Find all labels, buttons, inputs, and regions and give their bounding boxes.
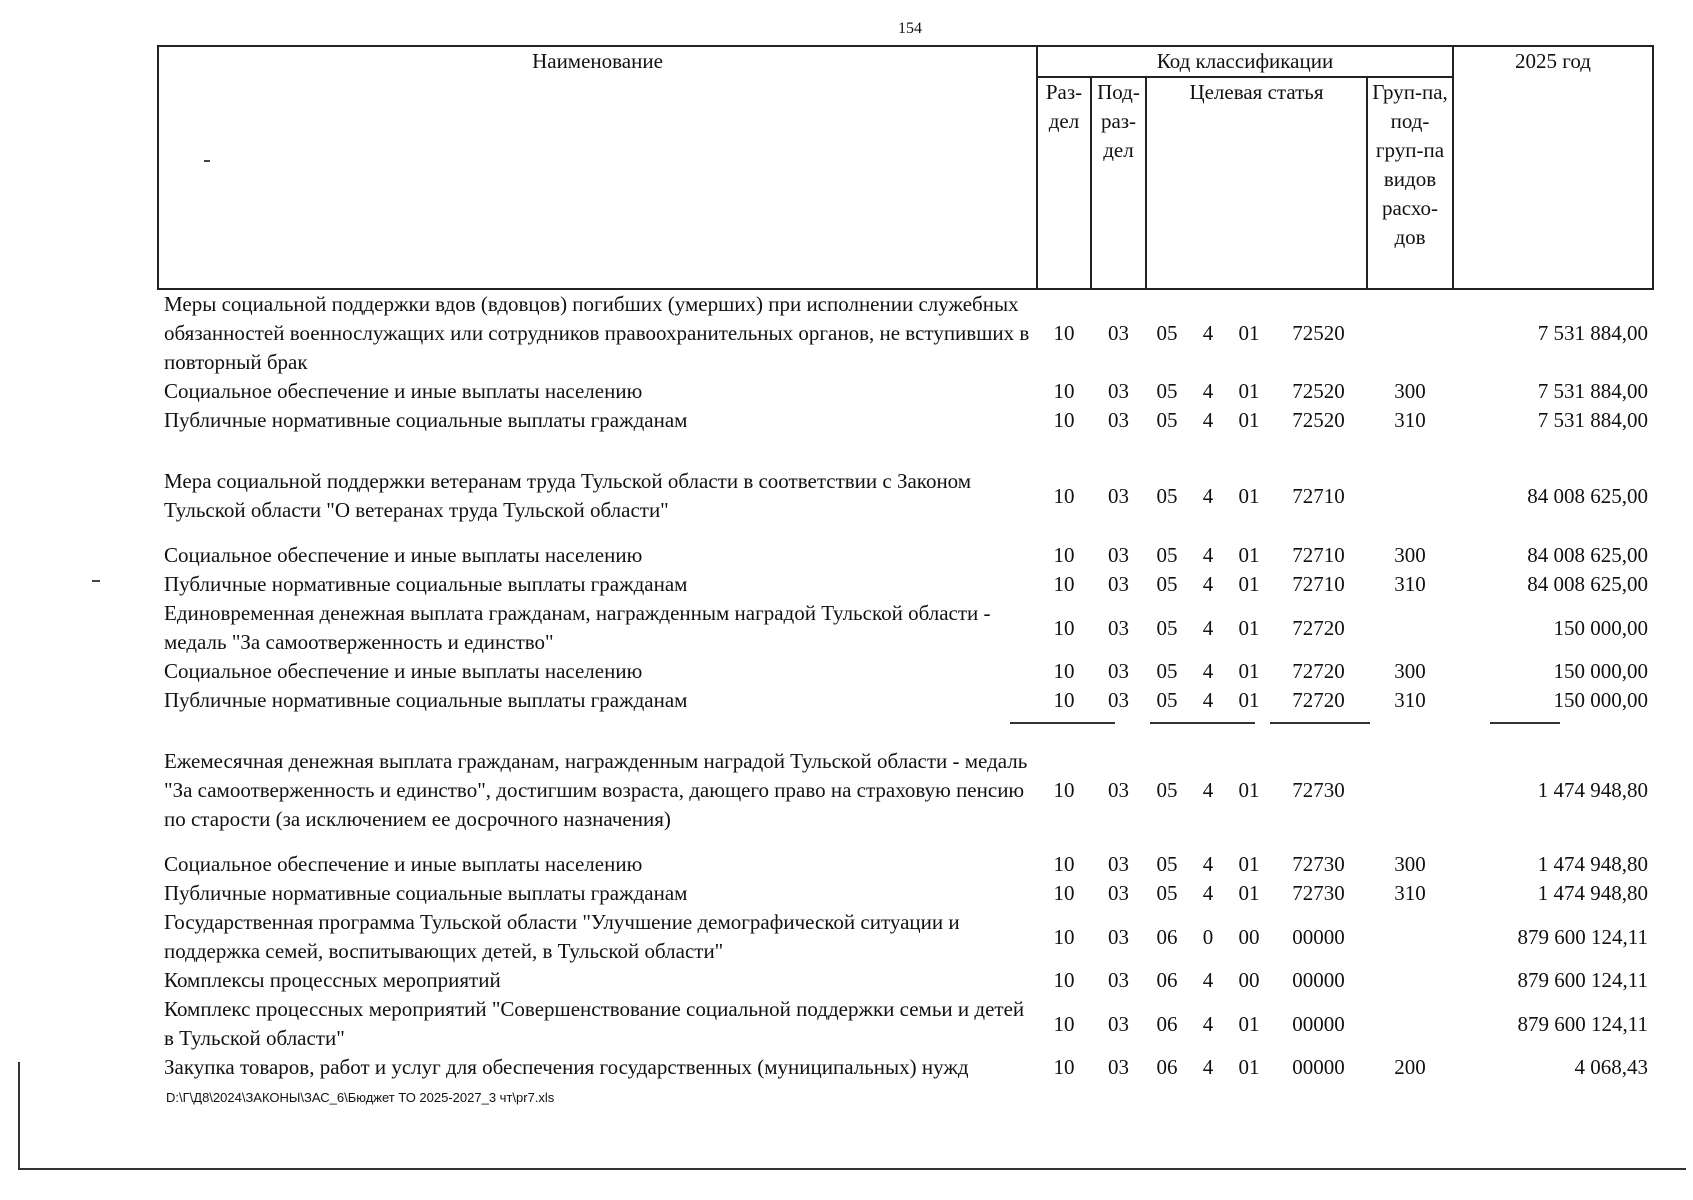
row-target-subtype: 01 bbox=[1238, 408, 1260, 432]
row-amount: 1 474 948,80 bbox=[1537, 852, 1648, 876]
row-expense-group bbox=[1367, 451, 1453, 541]
row-amount: 7 531 884,00 bbox=[1537, 321, 1648, 345]
table-row bbox=[158, 657, 1653, 686]
header-year: 2025 год bbox=[1453, 46, 1653, 289]
scan-dash-line bbox=[1045, 722, 1115, 724]
row-expense-group bbox=[1367, 289, 1453, 377]
row-razdel: 10 bbox=[1053, 659, 1075, 683]
row-name: Социальное обеспечение и иные выплаты населению bbox=[164, 543, 643, 567]
row-target-type: 4 bbox=[1202, 408, 1214, 432]
header-code-classification: Код классификации bbox=[1037, 46, 1453, 77]
row-target-subtype: 01 bbox=[1238, 852, 1260, 876]
row-expense-group: 310 bbox=[1394, 408, 1426, 432]
row-expense-group bbox=[1367, 908, 1453, 966]
row-name: Комплекс процессных мероприятий "Совершенствование социальной поддержки семьи и детей в Тульской области" bbox=[164, 997, 1025, 1050]
row-amount: 84 008 625,00 bbox=[1527, 572, 1648, 596]
row-podrazdel: 03 bbox=[1108, 968, 1129, 992]
table-row bbox=[158, 995, 1653, 1053]
page-frame-left bbox=[18, 1062, 20, 1170]
table-row bbox=[158, 406, 1653, 451]
row-amount: 7 531 884,00 bbox=[1537, 379, 1648, 403]
row-expense-group: 300 bbox=[1394, 379, 1426, 403]
row-target-subtype: 00 bbox=[1238, 968, 1260, 992]
table-body bbox=[158, 289, 1653, 1082]
row-name: Единовременная денежная выплата гражданам, награжденным наградой Тульской области - медаль "За самоотверженность и единство" bbox=[164, 601, 991, 654]
row-target-subtype: 01 bbox=[1238, 659, 1260, 683]
table-row bbox=[158, 570, 1653, 599]
row-name: Социальное обеспечение и иные выплаты населению bbox=[164, 379, 643, 403]
row-amount: 150 000,00 bbox=[1553, 615, 1648, 640]
row-target-direction: 00000 bbox=[1292, 968, 1345, 992]
row-name: Закупка товаров, работ и услуг для обеспечения государственных (муниципальных) нужд bbox=[164, 1055, 969, 1079]
row-amount: 4 068,43 bbox=[1574, 1055, 1648, 1079]
row-razdel: 10 bbox=[1053, 968, 1075, 992]
row-target-program: 06 bbox=[1156, 924, 1178, 949]
row-razdel: 10 bbox=[1053, 408, 1075, 432]
row-target-program: 06 bbox=[1156, 968, 1178, 992]
scan-dash-line bbox=[1270, 722, 1370, 724]
row-target-type: 4 bbox=[1202, 852, 1214, 876]
row-expense-group bbox=[1367, 966, 1453, 995]
row-target-type: 4 bbox=[1202, 615, 1214, 640]
row-name: Государственная программа Тульской области "Улучшение демографической ситуации и поддержка семей, воспитывающих детей, в Тульской области" bbox=[164, 910, 960, 963]
row-podrazdel: 03 bbox=[1108, 321, 1129, 345]
row-target-program: 05 bbox=[1156, 615, 1178, 640]
row-target-type: 4 bbox=[1202, 688, 1214, 712]
row-razdel: 10 bbox=[1053, 1011, 1075, 1036]
table-row bbox=[158, 908, 1653, 966]
row-amount: 150 000,00 bbox=[1553, 659, 1648, 683]
row-target-program: 06 bbox=[1156, 1055, 1178, 1079]
row-name: Публичные нормативные социальные выплаты гражданам bbox=[164, 572, 688, 596]
scan-dash-line bbox=[1490, 722, 1560, 724]
row-razdel: 10 bbox=[1053, 543, 1075, 567]
table-row bbox=[158, 377, 1653, 406]
row-target-subtype: 00 bbox=[1238, 924, 1260, 949]
row-target-direction: 00000 bbox=[1292, 1011, 1345, 1036]
row-target-direction: 72730 bbox=[1292, 852, 1345, 876]
header-razdel: Раз-дел bbox=[1037, 77, 1091, 289]
row-razdel: 10 bbox=[1053, 615, 1075, 640]
row-expense-group: 310 bbox=[1394, 572, 1426, 596]
row-target-subtype: 01 bbox=[1238, 572, 1260, 596]
page-frame-bottom bbox=[18, 1168, 1686, 1170]
row-target-program: 05 bbox=[1156, 379, 1178, 403]
row-target-direction: 00000 bbox=[1292, 924, 1345, 949]
row-target-direction: 72730 bbox=[1292, 881, 1345, 905]
row-amount: 84 008 625,00 bbox=[1527, 483, 1648, 508]
row-target-direction: 72720 bbox=[1292, 688, 1345, 712]
row-amount: 1 474 948,80 bbox=[1537, 881, 1648, 905]
row-name: Публичные нормативные социальные выплаты гражданам bbox=[164, 688, 688, 712]
row-amount: 150 000,00 bbox=[1553, 688, 1648, 712]
row-target-type: 4 bbox=[1202, 543, 1214, 567]
row-target-type: 4 bbox=[1202, 483, 1214, 508]
row-target-program: 05 bbox=[1156, 881, 1178, 905]
row-target-type: 4 bbox=[1202, 881, 1214, 905]
budget-table bbox=[157, 45, 1654, 1082]
row-podrazdel: 03 bbox=[1108, 1055, 1129, 1079]
row-target-direction: 72520 bbox=[1292, 408, 1345, 432]
row-target-type: 4 bbox=[1202, 968, 1214, 992]
row-target-program: 06 bbox=[1156, 1011, 1178, 1036]
row-target-direction: 72710 bbox=[1292, 543, 1345, 567]
row-razdel: 10 bbox=[1053, 778, 1075, 802]
row-target-program: 05 bbox=[1156, 408, 1178, 432]
table-row bbox=[158, 289, 1653, 377]
row-amount: 84 008 625,00 bbox=[1527, 543, 1648, 567]
row-target-type: 4 bbox=[1202, 1055, 1214, 1079]
table-row bbox=[158, 879, 1653, 908]
row-expense-group: 310 bbox=[1394, 881, 1426, 905]
row-podrazdel: 03 bbox=[1108, 659, 1129, 683]
row-amount: 879 600 124,11 bbox=[1517, 968, 1648, 992]
row-amount: 7 531 884,00 bbox=[1537, 408, 1648, 432]
file-path: D:\Г\Д8\2024\ЗАКОНЫ\ЗАС_6\Бюджет ТО 2025-2027_3 чт\pr7.xls bbox=[166, 1090, 555, 1105]
row-target-program: 05 bbox=[1156, 688, 1178, 712]
row-name: Публичные нормативные социальные выплаты гражданам bbox=[164, 881, 688, 905]
row-target-subtype: 01 bbox=[1238, 778, 1260, 802]
row-target-subtype: 01 bbox=[1238, 543, 1260, 567]
row-target-direction: 72730 bbox=[1292, 778, 1345, 802]
row-target-subtype: 01 bbox=[1238, 483, 1260, 508]
table-row bbox=[158, 686, 1653, 731]
row-target-subtype: 01 bbox=[1238, 881, 1260, 905]
table-row bbox=[158, 541, 1653, 570]
row-expense-group: 300 bbox=[1394, 659, 1426, 683]
table-row bbox=[158, 1053, 1653, 1082]
row-name: Меры социальной поддержки вдов (вдовцов) погибших (умерших) при исполнении служебных обязанностей военнослужащих или сотрудников правоохранительных органов, не вступивших в повторный брак bbox=[164, 292, 1030, 374]
row-name: Публичные нормативные социальные выплаты гражданам bbox=[164, 408, 688, 432]
row-target-direction: 72710 bbox=[1292, 483, 1345, 508]
row-target-program: 05 bbox=[1156, 543, 1178, 567]
row-name: Социальное обеспечение и иные выплаты населению bbox=[164, 659, 643, 683]
row-target-direction: 72520 bbox=[1292, 321, 1345, 345]
header-podrazdel: Под-раз-дел bbox=[1091, 77, 1146, 289]
row-podrazdel: 03 bbox=[1108, 1011, 1129, 1036]
row-target-type: 4 bbox=[1202, 572, 1214, 596]
header-expense-group: Груп-па, под-груп-па видов расхо-дов bbox=[1367, 77, 1453, 289]
row-target-program: 05 bbox=[1156, 483, 1178, 508]
row-podrazdel: 03 bbox=[1108, 483, 1129, 508]
row-target-program: 05 bbox=[1156, 321, 1178, 345]
row-target-subtype: 01 bbox=[1238, 615, 1260, 640]
row-expense-group bbox=[1367, 995, 1453, 1053]
row-target-direction: 72710 bbox=[1292, 572, 1345, 596]
row-podrazdel: 03 bbox=[1108, 881, 1129, 905]
row-name: Мера социальной поддержки ветеранам труда Тульской области в соответствии с Законом Тульской области "О ветеранах труда Тульской области" bbox=[164, 469, 972, 522]
row-razdel: 10 bbox=[1053, 852, 1075, 876]
header-name: Наименование bbox=[158, 46, 1037, 289]
scan-dash-line bbox=[1150, 722, 1255, 724]
row-target-subtype: 01 bbox=[1238, 379, 1260, 403]
row-target-type: 4 bbox=[1202, 321, 1214, 345]
row-podrazdel: 03 bbox=[1108, 852, 1129, 876]
row-expense-group: 300 bbox=[1394, 543, 1426, 567]
row-target-subtype: 01 bbox=[1238, 688, 1260, 712]
row-target-type: 4 bbox=[1202, 659, 1214, 683]
row-target-program: 05 bbox=[1156, 572, 1178, 596]
table-row bbox=[158, 599, 1653, 657]
table-row bbox=[158, 731, 1653, 850]
row-target-type: 4 bbox=[1202, 1011, 1214, 1036]
row-razdel: 10 bbox=[1053, 572, 1075, 596]
row-razdel: 10 bbox=[1053, 321, 1075, 345]
row-podrazdel: 03 bbox=[1108, 615, 1129, 640]
table-row bbox=[158, 966, 1653, 995]
row-target-direction: 72520 bbox=[1292, 379, 1345, 403]
row-podrazdel: 03 bbox=[1108, 572, 1129, 596]
row-podrazdel: 03 bbox=[1108, 924, 1129, 949]
table-row bbox=[158, 850, 1653, 879]
row-target-direction: 72720 bbox=[1292, 615, 1345, 640]
row-target-type: 4 bbox=[1202, 778, 1214, 802]
row-razdel: 10 bbox=[1053, 881, 1075, 905]
row-target-subtype: 01 bbox=[1238, 321, 1260, 345]
row-target-type: 0 bbox=[1202, 924, 1214, 949]
scan-mark bbox=[204, 160, 210, 162]
row-target-subtype: 01 bbox=[1238, 1055, 1260, 1079]
row-expense-group: 310 bbox=[1394, 688, 1426, 712]
row-expense-group bbox=[1367, 599, 1453, 657]
table-row bbox=[158, 451, 1653, 541]
row-name: Социальное обеспечение и иные выплаты населению bbox=[164, 852, 643, 876]
row-podrazdel: 03 bbox=[1108, 688, 1129, 712]
row-target-program: 05 bbox=[1156, 852, 1178, 876]
page-number: 154 bbox=[898, 20, 922, 37]
row-target-program: 05 bbox=[1156, 659, 1178, 683]
scan-mark bbox=[92, 580, 100, 582]
row-razdel: 10 bbox=[1053, 688, 1075, 712]
row-podrazdel: 03 bbox=[1108, 543, 1129, 567]
row-target-program: 05 bbox=[1156, 778, 1178, 802]
row-amount: 879 600 124,11 bbox=[1517, 924, 1648, 949]
row-razdel: 10 bbox=[1053, 379, 1075, 403]
row-podrazdel: 03 bbox=[1108, 408, 1129, 432]
row-amount: 1 474 948,80 bbox=[1537, 778, 1648, 802]
row-amount: 879 600 124,11 bbox=[1517, 1011, 1648, 1036]
row-podrazdel: 03 bbox=[1108, 778, 1129, 802]
row-razdel: 10 bbox=[1053, 924, 1075, 949]
row-name: Ежемесячная денежная выплата гражданам, награжденным наградой Тульской области - медаль "За самоотверженность и единство", достигшим возраста, дающего право на страховую пенсию по старости (за исключением ее досрочного назначения) bbox=[164, 749, 1028, 831]
row-target-direction: 00000 bbox=[1292, 1055, 1345, 1079]
row-expense-group bbox=[1367, 731, 1453, 850]
row-podrazdel: 03 bbox=[1108, 379, 1129, 403]
row-name: Комплексы процессных мероприятий bbox=[164, 968, 501, 992]
row-expense-group: 300 bbox=[1394, 852, 1426, 876]
row-target-subtype: 01 bbox=[1238, 1011, 1260, 1036]
row-target-direction: 72720 bbox=[1292, 659, 1345, 683]
row-razdel: 10 bbox=[1053, 483, 1075, 508]
header-target-article: Целевая статья bbox=[1146, 77, 1367, 289]
row-target-type: 4 bbox=[1202, 379, 1214, 403]
row-razdel: 10 bbox=[1053, 1055, 1075, 1079]
row-expense-group: 200 bbox=[1394, 1055, 1426, 1079]
